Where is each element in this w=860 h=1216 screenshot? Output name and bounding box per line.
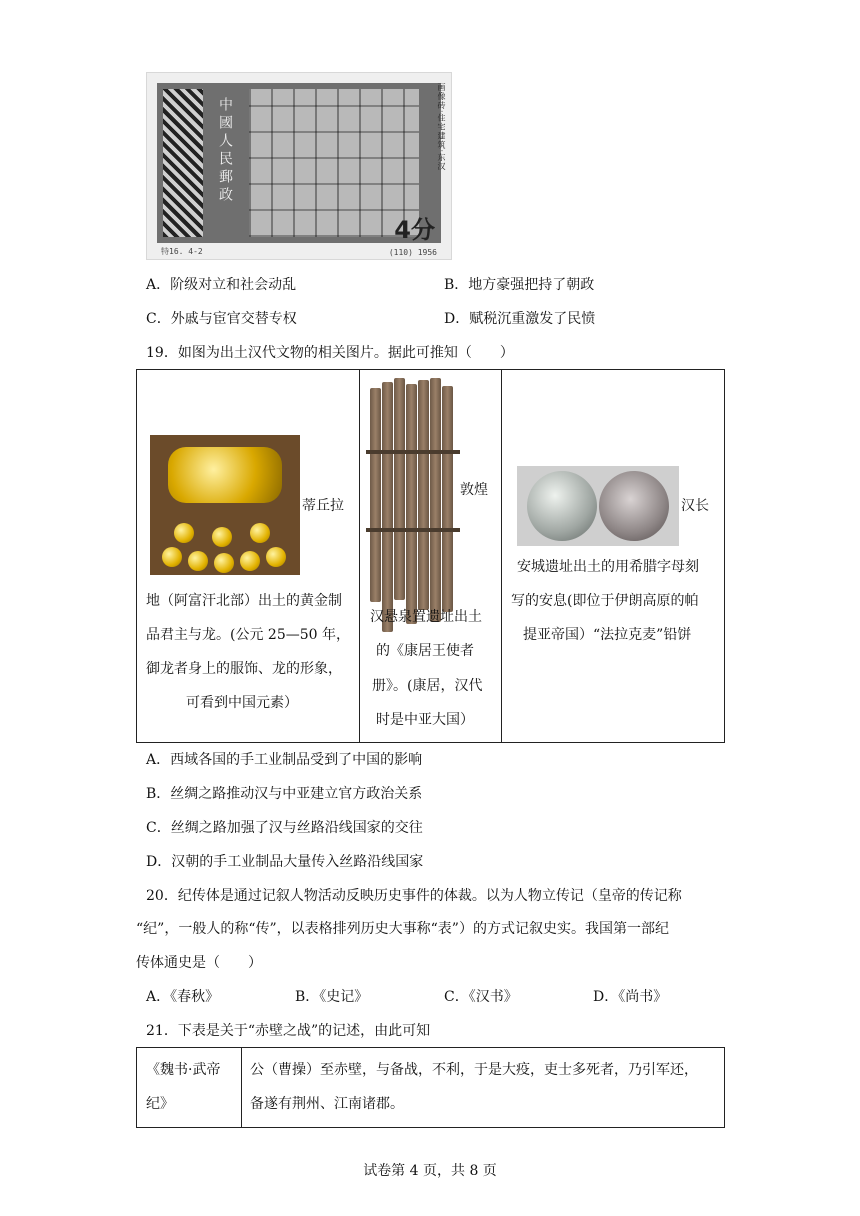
cell1-inline-text: 蒂丘拉 (302, 498, 344, 514)
stamp-side-caption: 画像砖·住宅建筑·东汉 (437, 83, 446, 172)
table-divider (241, 1048, 242, 1127)
cell3-inline-text: 汉长 (681, 498, 709, 514)
table-divider (501, 370, 502, 742)
q20-stem-line: 传体通史是（ ） (136, 955, 262, 971)
cell2-line: 的《康居王使者 (376, 643, 474, 659)
cell3-line: 写的安息(即位于伊朗高原的帕 (511, 593, 699, 609)
cell2-line: 册》。(康居，汉代 (372, 678, 483, 694)
cell3-line: 安城遗址出土的用希腊字母刻 (517, 559, 699, 575)
q19-option-c: C．丝绸之路加强了汉与丝路沿线国家的交往 (146, 820, 423, 836)
cell1-line: 御龙者身上的服饰、龙的形象， (146, 661, 342, 677)
cell2-line: 汉悬泉置遗址出土 (370, 609, 482, 625)
q18-option-d: D．赋税沉重激发了民愤 (444, 311, 596, 327)
stamp-country-text: 中國人民郵政 (217, 97, 233, 205)
cell3-line: 提亚帝国）“法拉克麦”铅饼 (523, 627, 692, 643)
q21-source-text-cont: 备遂有荆州、江南诸郡。 (250, 1096, 404, 1112)
q20-option-a: A．《春秋》 (146, 989, 220, 1005)
q21-source-text: 公（曹操）至赤壁，与备战，不利，于是大疫，吏士多死者，乃引军还， (250, 1062, 698, 1078)
coin-pattern (599, 471, 669, 541)
q20-option-c: C．《汉书》 (444, 989, 518, 1005)
q20-option-b: B．《史记》 (295, 989, 369, 1005)
cell2-line: 时是中亚大国） (376, 712, 474, 728)
q18-option-b: B．地方豪强把持了朝政 (444, 277, 595, 293)
stamp-pattern-border (163, 89, 203, 237)
coin-greek-inscription (527, 471, 597, 541)
stamp-code-left: 特16. 4-2 (161, 247, 203, 256)
table-divider (359, 370, 360, 742)
q19-option-a: A．西域各国的手工业制品受到了中国的影响 (146, 752, 423, 768)
q19-stem: 19．如图为出土汉代文物的相关图片。据此可推知（ ） (146, 345, 514, 361)
cell1-line: 可看到中国元素） (186, 695, 298, 711)
cell2-inline-text: 敦煌 (460, 482, 488, 498)
gold-pendant-image (150, 435, 300, 575)
q19-option-b: B．丝绸之路推动汉与中亚建立官方政治关系 (146, 786, 423, 802)
q21-source-name: 《魏书·武帝 (146, 1062, 221, 1078)
cell1-line: 品君主与龙。(公元 25—50 年， (146, 627, 350, 643)
lead-coins-image (517, 466, 679, 546)
q20-stem-line: “纪”，一般人的称“传”，以表格排列历史大事称“表”）的方式记叙史实。我国第一部纪 (136, 921, 669, 937)
q21-source-name-cont: 纪》 (146, 1096, 174, 1112)
stamp-image (146, 72, 452, 260)
q20-option-d: D．《尚书》 (593, 989, 668, 1005)
q20-stem-line: 20．纪传体是通过记叙人物活动反映历史事件的体裁。以为人物立传记（皇帝的传记称 (146, 888, 682, 904)
q21-stem: 21．下表是关于“赤壁之战”的记述，由此可知 (146, 1023, 431, 1039)
bamboo-slips-image (370, 378, 456, 722)
q18-option-c: C．外戚与宦官交替专权 (146, 311, 297, 327)
q18-option-a: A．阶级对立和社会动乱 (146, 277, 297, 293)
stamp-code-right: (110) 1956 (388, 248, 437, 257)
q19-option-d: D．汉朝的手工业制品大量传入丝路沿线国家 (146, 854, 424, 870)
stamp-denomination: 4分 (394, 216, 435, 244)
cell1-line: 地（阿富汗北部）出土的黄金制 (146, 593, 342, 609)
page-footer: 试卷第 4 页，共 8 页 (363, 1163, 497, 1179)
